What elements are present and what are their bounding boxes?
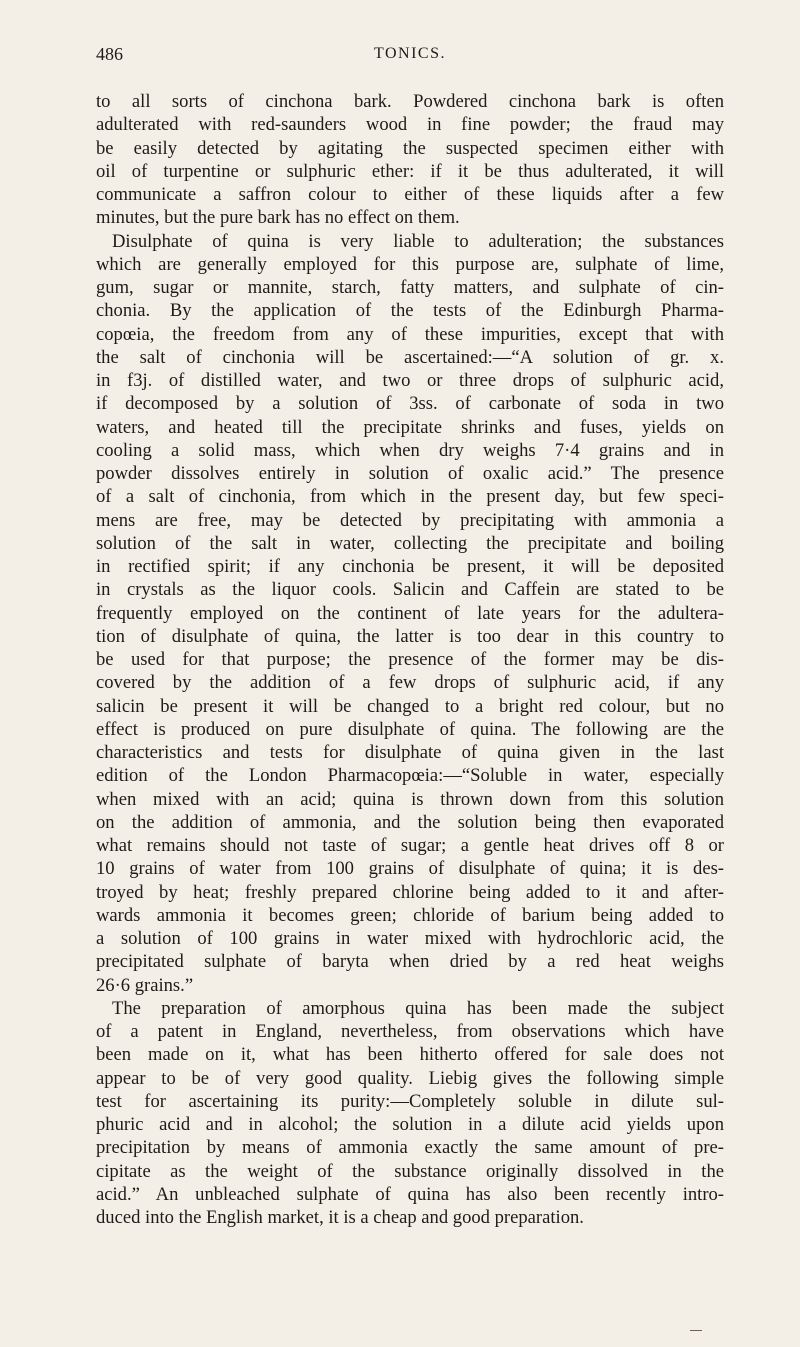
text-line: communicate a saffron colour to either of these liquids after a few [96, 184, 724, 205]
text-line: be used for that purpose; the presence of the former may be dis- [96, 649, 724, 670]
footer-rule [690, 1330, 702, 1331]
text-line: phuric acid and in alcohol; the solution in a dilute acid yields upon [96, 1114, 724, 1135]
text-line: 10 grains of water from 100 grains of disulphate of quina; it is des- [96, 858, 724, 880]
text-line: troyed by heat; freshly prepared chlorine being added to it and after- [96, 881, 724, 903]
text-line: duced into the English market, it is a cheap and good preparation. [96, 1207, 584, 1228]
text-line: in crystals as the liquor cools. Salicin and Caffein are stated to be [96, 579, 724, 601]
text-line: a solution of 100 grains in water mixed with hydrochloric acid, the [96, 928, 724, 949]
text-line: minutes, but the pure bark has no effect on them. [96, 207, 460, 229]
text-line: of a patent in England, nevertheless, from observations which have [96, 1021, 724, 1042]
text-line: been made on it, what has been hitherto offered for sale does not [96, 1044, 724, 1066]
text-line: when mixed with an acid; quina is thrown down from this solution [96, 788, 724, 810]
text-line: copœia, the freedom from any of these impurities, except that with [96, 323, 724, 345]
text-line: the salt of cinchonia will be ascertained:—“A solution of gr. x. [96, 346, 724, 368]
text-line: solution of the salt in water, collecting the precipitate and boiling [96, 532, 724, 554]
running-title: TONICS. [374, 45, 446, 62]
page-number: 486 [96, 44, 123, 64]
text-line: to all sorts of cinchona bark. Powdered cinchona bark is often [96, 91, 724, 112]
text-line: mens are free, may be detected by precipitating with ammonia a [96, 509, 724, 531]
text-line: waters, and heated till the precipitate shrinks and fuses, yields on [96, 416, 724, 438]
text-line: effect is produced on pure disulphate of quina. The following are the [96, 718, 724, 740]
text-line: precipitation by means of ammonia exactly the same amount of pre- [96, 1137, 724, 1159]
text-line: frequently employed on the continent of late years for the adultera- [96, 602, 724, 624]
text-line: oil of turpentine or sulphuric ether: if it be thus adulterated, it will [96, 160, 724, 182]
text-line: 26·6 grains.” [96, 974, 194, 996]
text-line: wards ammonia it becomes green; chloride of barium being added to [96, 904, 724, 926]
text-line: which are generally employed for this purpose are, sulphate of lime, [96, 253, 724, 275]
text-line: cipitate as the weight of the substance originally dissolved in the [96, 1160, 724, 1182]
text-line: characteristics and tests for disulphate of quina given in the last [96, 742, 724, 763]
text-line: chonia. By the application of the tests of the Edinburgh Pharma- [96, 300, 724, 322]
text-line: appear to be of very good quality. Liebig gives the following simple [96, 1067, 724, 1089]
body-text [96, 90, 724, 1229]
text-line: if decomposed by a solution of 3ss. of carbonate of soda in two [96, 393, 724, 415]
text-line: in rectified spirit; if any cinchonia be present, it will be deposited [96, 556, 724, 577]
text-line: Disulphate of quina is very liable to adulteration; the substances [112, 230, 724, 252]
text-line: cooling a solid mass, which when dry weighs 7·4 grains and in [96, 439, 724, 461]
text-line: salicin be present it will be changed to a bright red colour, but no [96, 695, 724, 717]
text-line: in f3j. of distilled water, and two or three drops of sulphuric acid, [96, 370, 724, 391]
text-line: covered by the addition of a few drops of sulphuric acid, if any [96, 672, 724, 694]
text-line: edition of the London Pharmacopœia:—“Soluble in water, especially [96, 765, 724, 787]
text-line: on the addition of ammonia, and the solution being then evaporated [96, 811, 724, 833]
text-line: adulterated with red-saunders wood in fine powder; the fraud may [96, 114, 724, 136]
text-line: tion of disulphate of quina, the latter is too dear in this country to [96, 625, 724, 647]
text-line: of a salt of cinchonia, from which in the present day, but few speci- [96, 486, 724, 508]
text-line: gum, sugar or mannite, starch, fatty matters, and sulphate of cin- [96, 277, 724, 298]
text-line: precipitated sulphate of baryta when dried by a red heat weighs [96, 951, 724, 973]
text-line: what remains should not taste of sugar; a gentle heat drives off 8 or [96, 835, 724, 856]
text-line: powder dissolves entirely in solution of oxalic acid.” The presence [96, 463, 724, 484]
text-line: test for ascertaining its purity:—Completely soluble in dilute sul- [96, 1090, 724, 1112]
text-line: acid.” An unbleached sulphate of quina has also been recently intro- [96, 1183, 724, 1205]
text-line: be easily detected by agitating the suspected specimen either with [96, 137, 724, 159]
page-header [96, 44, 724, 68]
text-line: The preparation of amorphous quina has been made the subject [112, 997, 724, 1019]
